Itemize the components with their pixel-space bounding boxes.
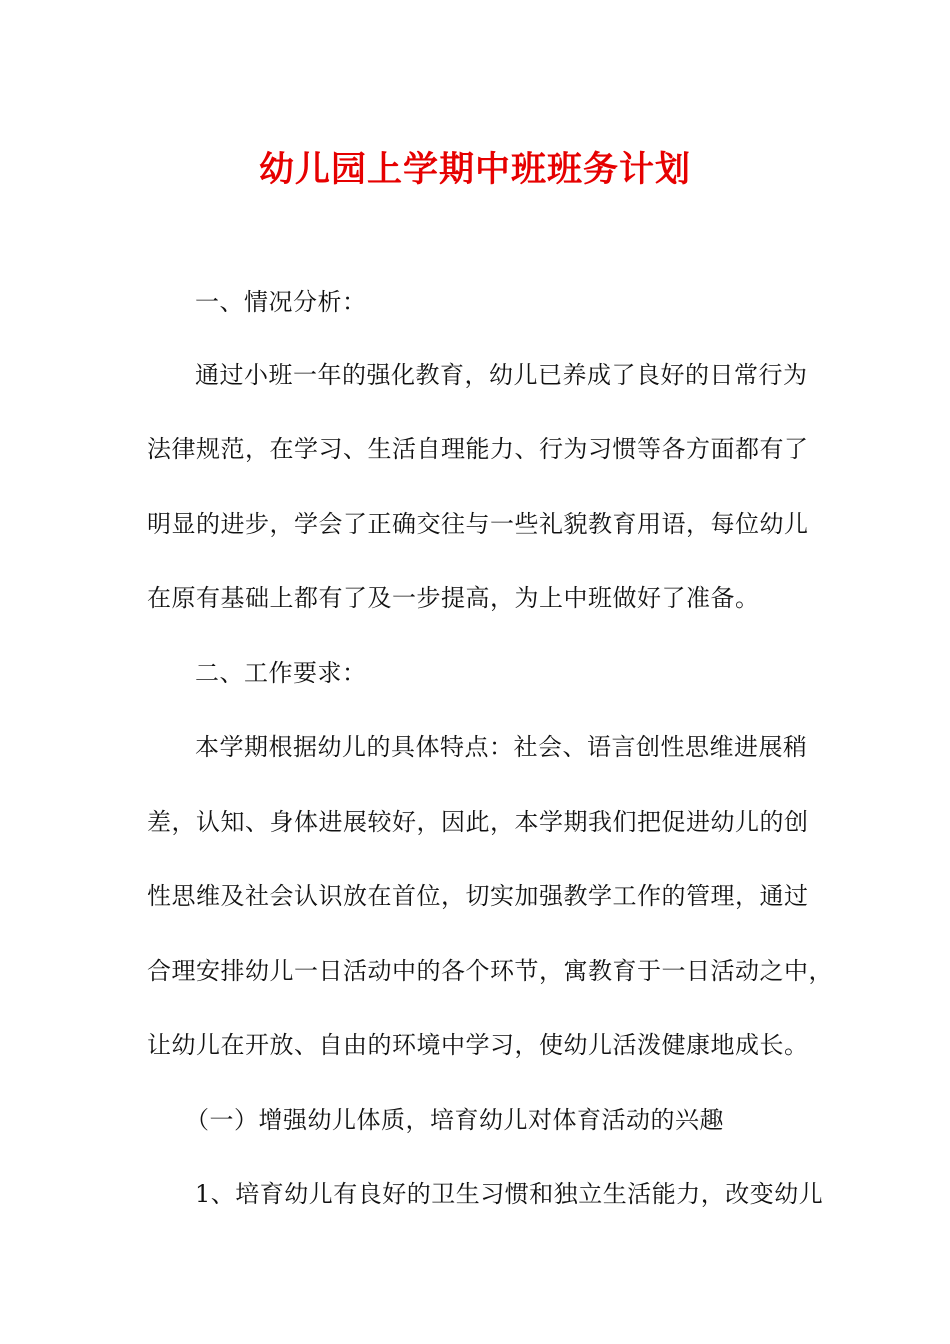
section-heading-analysis: 一、情况分析： [195, 288, 367, 316]
paragraph-line: 性思维及社会认识放在首位，切实加强教学工作的管理，通过 [147, 882, 809, 910]
paragraph-line: 1、培育幼儿有良好的卫生习惯和独立生活能力，改变幼儿 [195, 1180, 824, 1208]
section-heading-requirements: 二、工作要求： [195, 659, 367, 687]
paragraph-line: 通过小班一年的强化教育，幼儿已养成了良好的日常行为 [195, 361, 808, 389]
paragraph-line: 让幼儿在开放、自由的环境中学习，使幼儿活泼健康地成长。 [147, 1031, 809, 1059]
paragraph-line: 明显的进步，学会了正确交往与一些礼貌教育用语，每位幼儿 [147, 510, 809, 538]
paragraph-line: 差，认知、身体进展较好，因此，本学期我们把促进幼儿的创 [147, 808, 809, 836]
document-title: 幼儿园上学期中班班务计划 [258, 150, 691, 190]
paragraph-line: 法律规范，在学习、生活自理能力、行为习惯等各方面都有了 [147, 435, 809, 463]
paragraph-line: 在原有基础上都有了及一步提高，为上中班做好了准备。 [147, 584, 760, 612]
subsection-heading: （一）增强幼儿体质，培育幼儿对体育活动的兴趣 [185, 1106, 724, 1134]
paragraph-line: 本学期根据幼儿的具体特点：社会、语言创性思维进展稍 [195, 733, 808, 761]
paragraph-line: 合理安排幼儿一日活动中的各个环节，寓教育于一日活动之中， [147, 957, 833, 985]
